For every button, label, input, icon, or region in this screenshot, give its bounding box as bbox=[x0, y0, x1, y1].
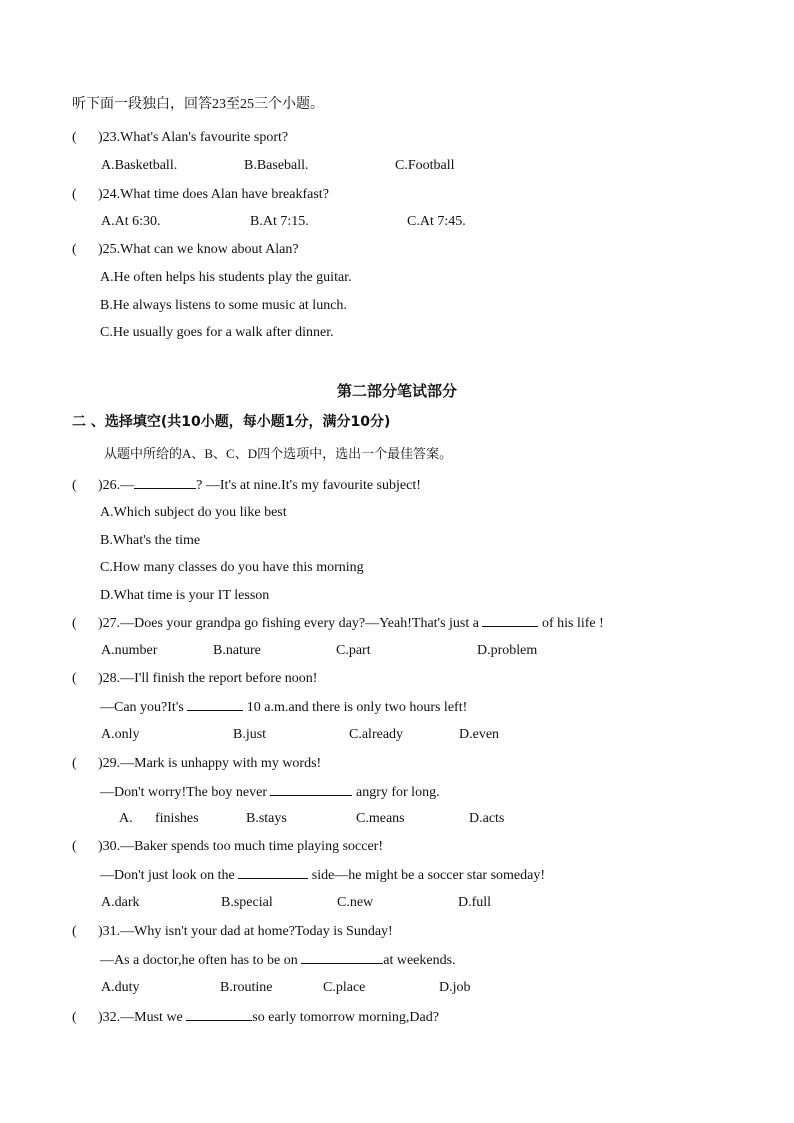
option-a-text: finishes bbox=[155, 811, 199, 826]
option-c: C.means bbox=[356, 811, 405, 826]
fill-blank[interactable] bbox=[238, 866, 308, 879]
option-d: D.even bbox=[459, 727, 500, 742]
option-d: D.full bbox=[458, 895, 492, 910]
question-28: ( )28.—I'll finish the report before noon! bbox=[72, 671, 318, 686]
answer-paren[interactable]: ( bbox=[72, 756, 77, 771]
answer-paren[interactable]: ( bbox=[72, 242, 77, 257]
fill-blank[interactable] bbox=[186, 1008, 252, 1021]
question-25: ( )25.What can we know about Alan? bbox=[72, 242, 299, 257]
option-c: C.already bbox=[349, 727, 404, 742]
option-c: C.How many classes do you have this morning bbox=[100, 560, 364, 575]
question-26: ( )26.— ? —It's at nine.It's my favourite subject! bbox=[72, 478, 421, 493]
option-c: C.new bbox=[337, 895, 374, 910]
answer-paren[interactable]: ( bbox=[72, 1010, 77, 1025]
option-b: B.Baseball. bbox=[244, 158, 309, 173]
option-b: B.special bbox=[221, 895, 273, 910]
option-c: C.He usually goes for a walk after dinner. bbox=[100, 325, 334, 340]
question-28-line-2: —Can you?It's 10 a.m.and there is only two hours left! bbox=[100, 700, 468, 715]
answer-paren[interactable]: ( bbox=[72, 616, 77, 631]
option-a: A.At 6:30. bbox=[101, 214, 161, 229]
option-b: B.He always listens to some music at lunch. bbox=[100, 298, 347, 313]
option-d: D.problem bbox=[477, 643, 538, 658]
question-27: ( )27.—Does your grandpa go fishing every day?—Yeah!That's just a of his life ! bbox=[72, 616, 604, 631]
option-a: A.Which subject do you like best bbox=[100, 505, 287, 520]
option-c: C.At 7:45. bbox=[407, 214, 466, 229]
option-b: B.At 7:15. bbox=[250, 214, 309, 229]
listening-intro: 听下面一段独白，回答23至25三个小题。 bbox=[72, 97, 324, 112]
fill-blank[interactable] bbox=[187, 698, 243, 711]
option-a: A.He often helps his students play the guitar. bbox=[100, 270, 352, 285]
answer-paren[interactable]: ( bbox=[72, 187, 77, 202]
option-c: C.Football bbox=[395, 158, 455, 173]
option-b: B.just bbox=[233, 727, 267, 742]
question-31: ( )31.—Why isn't your dad at home?Today is Sunday! bbox=[72, 924, 393, 939]
option-c: C.part bbox=[336, 643, 371, 658]
answer-paren[interactable]: ( bbox=[72, 130, 77, 145]
fill-blank[interactable] bbox=[301, 951, 383, 964]
question-30-line-2: —Don't just look on the side—he might be a soccer star someday! bbox=[100, 868, 546, 883]
question-31-line-2: —As a doctor,he often has to be on at weekends. bbox=[100, 953, 456, 968]
question-23: ( )23.What's Alan's favourite sport? bbox=[72, 130, 289, 145]
answer-paren[interactable]: ( bbox=[72, 839, 77, 854]
fill-blank[interactable] bbox=[270, 783, 352, 796]
section-instruction: 从题中所给的A、B、C、D四个选项中，选出一个最佳答案。 bbox=[104, 446, 453, 461]
option-a: A.duty bbox=[101, 980, 140, 995]
option-d: D.acts bbox=[469, 811, 505, 826]
question-29-line-2: —Don't worry!The boy never angry for long. bbox=[100, 785, 440, 800]
question-32: ( )32.—Must we so early tomorrow morning,Dad? bbox=[72, 1010, 439, 1025]
option-a: A.only bbox=[101, 727, 140, 742]
fill-blank[interactable] bbox=[134, 476, 196, 489]
answer-paren[interactable]: ( bbox=[72, 924, 77, 939]
option-d: D.What time is your IT lesson bbox=[100, 588, 270, 603]
question-29: ( )29.—Mark is unhappy with my words! bbox=[72, 756, 322, 771]
section-heading: 二 、选择填空(共10小题，每小题1分，满分10分) bbox=[72, 414, 391, 430]
option-b: B.nature bbox=[213, 643, 261, 658]
option-a: A. bbox=[119, 811, 133, 826]
fill-blank[interactable] bbox=[482, 614, 538, 627]
question-30: ( )30.—Baker spends too much time playing soccer! bbox=[72, 839, 383, 854]
answer-paren[interactable]: ( bbox=[72, 671, 77, 686]
option-a: A.Basketball. bbox=[101, 158, 178, 173]
option-b: B.stays bbox=[246, 811, 287, 826]
option-b: B.routine bbox=[220, 980, 273, 995]
option-a: A.dark bbox=[101, 895, 140, 910]
question-24: ( )24.What time does Alan have breakfast? bbox=[72, 187, 329, 202]
option-d: D.job bbox=[439, 980, 471, 995]
option-b: B.What's the time bbox=[100, 533, 201, 548]
option-c: C.place bbox=[323, 980, 366, 995]
option-a: A.number bbox=[101, 643, 158, 658]
part-two-title: 第二部分笔试部分 bbox=[336, 382, 457, 400]
answer-paren[interactable]: ( bbox=[72, 478, 77, 493]
